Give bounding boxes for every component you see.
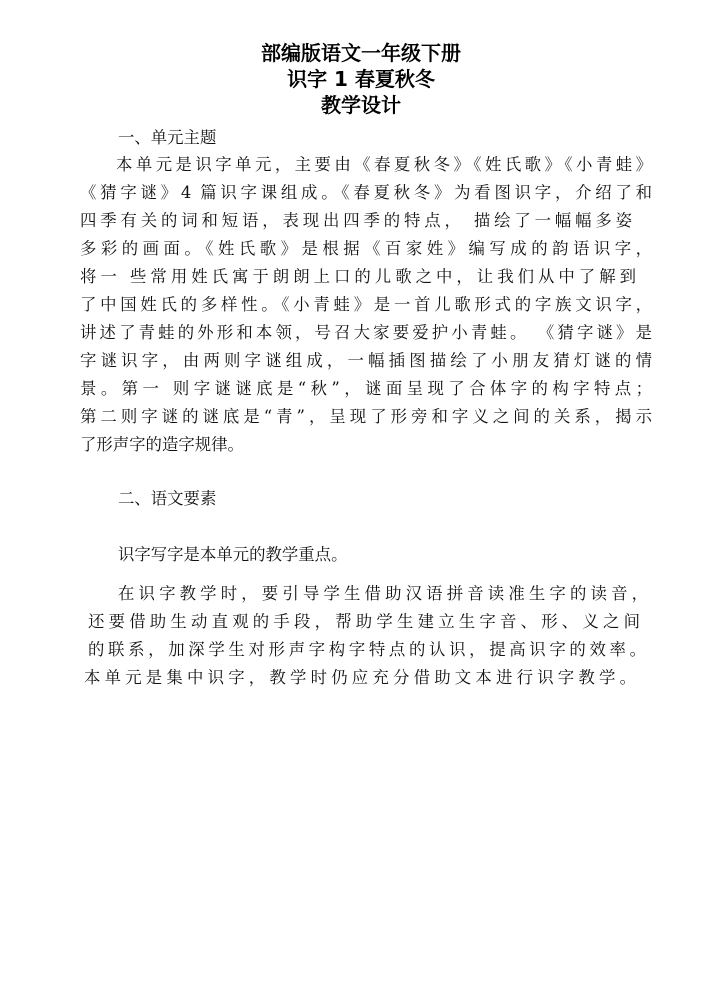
- paragraph-line: 字谜识字，由两则字谜组成，一幅插图描绘了小朋友猜灯谜的情: [80, 351, 652, 370]
- section-heading-language-elements: 二、语文要素: [118, 489, 217, 508]
- paragraph-line: 了形声字的造字规律。: [80, 435, 244, 454]
- document-title-line-1: 部编版语文一年级下册: [261, 41, 461, 65]
- section-heading-unit-theme: 一、单元主题: [118, 128, 217, 147]
- paragraph-line: 本单元是集中识字，教学时仍应充分借助文本进行识字教学。: [84, 668, 636, 687]
- paragraph-line: 了中国姓氏的多样性。《小青蛙》是一首儿歌形式的字族文识字，: [80, 295, 652, 314]
- paragraph-line: 的联系，加深学生对形声字构字特点的认识，提高识字的效率。: [88, 640, 646, 659]
- paragraph-line: 将一 些常用姓氏寓于朗朗上口的儿歌之中，让我们从中了解到: [80, 267, 636, 286]
- paragraph-line: 景。第一 则字谜谜底是“秋”，谜面呈现了合体字的构字特点；: [80, 379, 652, 398]
- paragraph-line: 识字写字是本单元的教学重点。: [118, 545, 348, 564]
- paragraph-line: 讲述了青蛙的外形和本领，号召大家要爱护小青蛙。 《猜字谜》是: [80, 323, 652, 342]
- paragraph-line: 还要借助生动直观的手段，帮助学生建立生字音、形、义之间: [88, 612, 640, 631]
- document-title-line-2: 识字 1 春夏秋冬: [287, 67, 435, 91]
- paragraph-line: 多彩的画面。《姓氏歌》是根据《百家姓》编写成的韵语识字，: [80, 239, 652, 258]
- paragraph-line: 《猜字谜》4 篇识字课组成。《春夏秋冬》为看图识字，介绍了和: [80, 183, 652, 202]
- paragraph-line: 四季有关的词和短语，表现出四季的特点， 描绘了一幅幅多姿: [80, 211, 632, 230]
- paragraph-line: 第二则字谜的谜底是“青”，呈现了形旁和字义之间的关系，揭示: [80, 407, 652, 426]
- document-title-line-3: 教学设计: [321, 93, 401, 117]
- paragraph-line: 本单元是识字单元，主要由《春夏秋冬》《姓氏歌》《小青蛙》: [116, 155, 652, 174]
- paragraph-line: 在识字教学时，要引导学生借助汉语拼音读准生字的读音，: [118, 584, 648, 603]
